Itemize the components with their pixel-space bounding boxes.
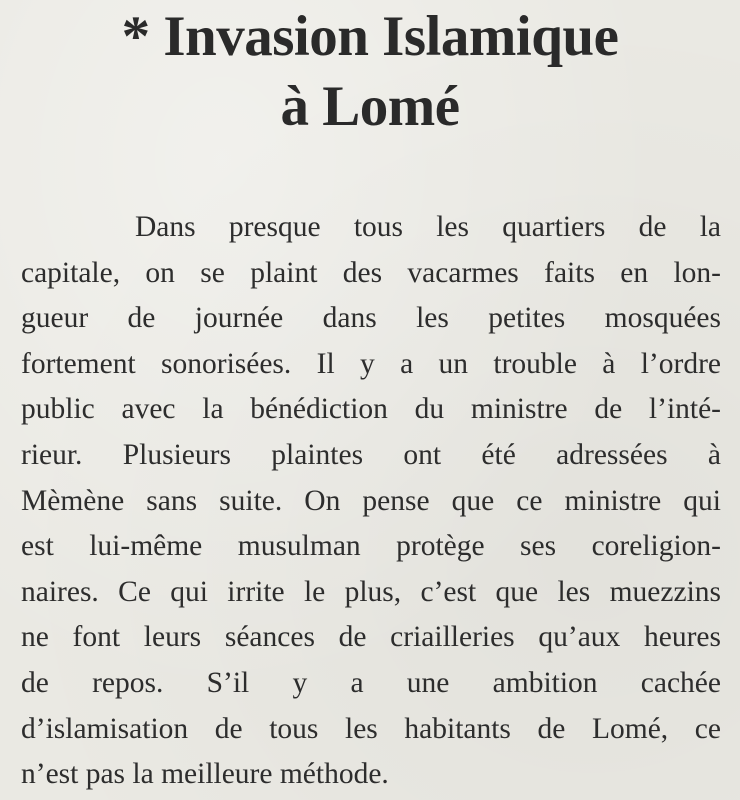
body-line: capitale, on se plaint des vacarmes faits en lon- [21, 256, 721, 289]
body-line: Mèmène sans suite. On pense que ce ministre qui [21, 484, 721, 517]
article-headline [0, 2, 740, 142]
body-line: naires. Ce qui irrite le plus, c’est que les muezzins [21, 575, 721, 608]
body-line: de repos. S’il y a une ambition cachée [21, 666, 721, 699]
body-line: d’islamisation de tous les habitants de Lomé, ce [21, 712, 721, 745]
body-line: Dans presque tous les quartiers de la [135, 211, 721, 243]
body-line: est lui-même musulman protège ses coreligion- [21, 530, 721, 563]
body-line: n’est pas la meilleure méthode. [21, 758, 389, 791]
body-line: ne font leurs séances de criailleries qu’aux heures [21, 621, 721, 654]
body-line: gueur de journée dans les petites mosquées [21, 302, 721, 335]
body-line: fortement sonorisées. Il y a un trouble à l’ordre [21, 347, 721, 380]
body-line: rieur. Plusieurs plaintes ont été adressées à [21, 438, 721, 471]
headline-line-2: à Lomé [280, 75, 460, 138]
article-body [21, 205, 721, 798]
body-line: public avec la bénédiction du ministre de l’inté- [21, 393, 721, 426]
headline-line-1: * Invasion Islamique [121, 5, 619, 68]
